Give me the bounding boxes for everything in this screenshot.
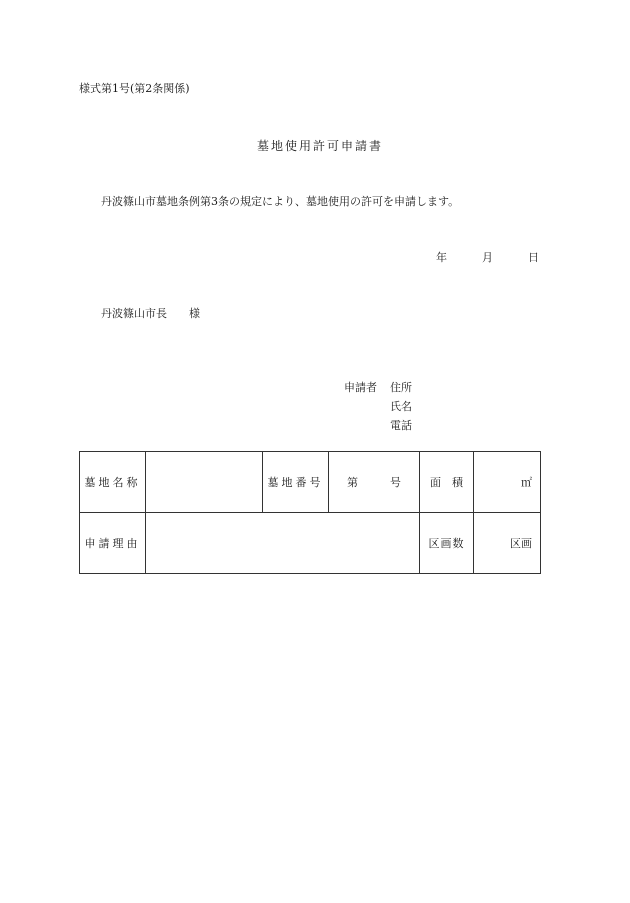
reason-label: 申請理由: [80, 513, 146, 574]
applicant-address-label: 住所: [390, 381, 412, 394]
number-suffix: 号: [390, 476, 401, 489]
applicant-name-label: 氏名: [390, 400, 412, 413]
addressee: [101, 305, 200, 321]
table-row: [80, 513, 541, 574]
plot-unit: 区画: [510, 537, 532, 550]
date-line: [436, 249, 539, 265]
date-day-label: 日: [528, 251, 539, 264]
plot-count-field[interactable]: [474, 513, 541, 574]
area-unit: ㎡: [521, 476, 532, 489]
cemetery-name-label: 墓地名称: [80, 452, 146, 513]
addressee-name: 丹波篠山市長: [101, 307, 167, 320]
plot-count-label: 区画数: [420, 513, 474, 574]
table-row: [80, 452, 541, 513]
applicant-label: 申請者: [344, 381, 377, 394]
date-year-label: 年: [436, 251, 447, 264]
area-field[interactable]: [474, 452, 541, 513]
cemetery-number-label: 墓地番号: [263, 452, 329, 513]
date-month-label: 月: [482, 251, 493, 264]
cemetery-number-field[interactable]: [329, 452, 420, 513]
reason-field[interactable]: [146, 513, 420, 574]
document-title: 墓地使用許可申請書: [256, 139, 383, 153]
application-table: [79, 451, 541, 574]
area-label-right: 積: [452, 476, 463, 489]
area-label: [420, 452, 474, 513]
cemetery-name-field[interactable]: [146, 452, 263, 513]
applicant-phone-label: 電話: [390, 419, 412, 432]
application-statement: 丹波篠山市墓地条例第3条の規定により、墓地使用の許可を申請します。: [101, 195, 460, 208]
form-number: 様式第1号(第2条関係): [79, 82, 190, 95]
addressee-honorific: 様: [189, 307, 200, 320]
number-prefix: 第: [347, 476, 358, 489]
area-label-left: 面: [430, 476, 441, 489]
